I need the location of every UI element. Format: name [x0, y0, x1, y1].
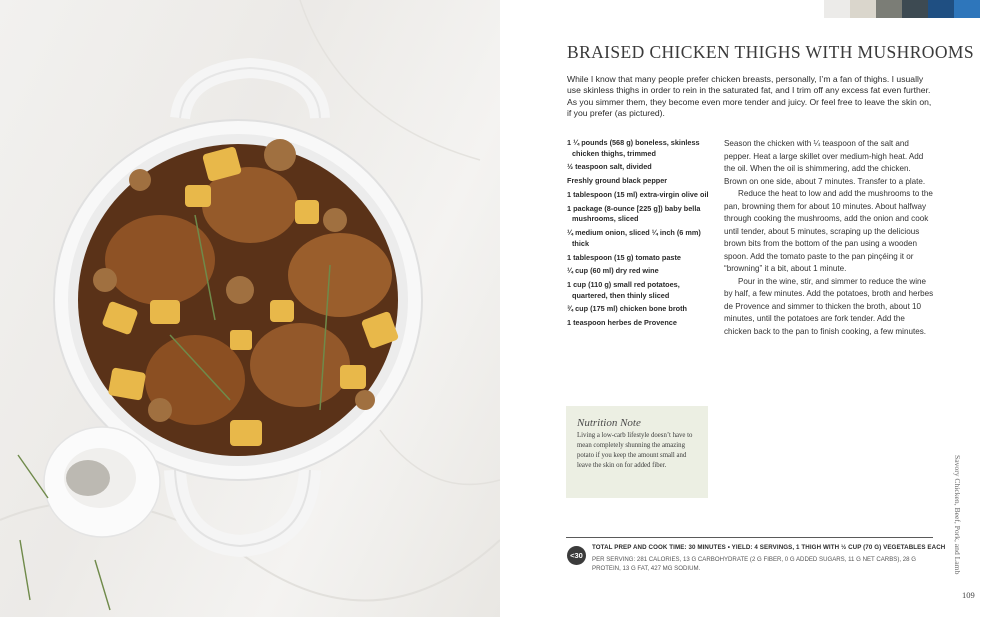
- swatch: [954, 0, 980, 18]
- ingredient-item: ½ teaspoon salt, divided: [567, 162, 652, 172]
- ingredient-item: Freshly ground black pepper: [567, 176, 668, 186]
- method-steps: [724, 138, 934, 338]
- nutrition-note-body: Living a low-carb lifestyle doesn’t have to mean completely shunning the amazing potato if you keep the amount small and leave the skin on for added fiber.: [577, 432, 693, 469]
- ingredient-item: 1 tablespoon (15 ml) extra-virgin olive oil: [567, 189, 709, 199]
- recipe-intro: While I know that many people prefer chicken breasts, personally, I’m a fan of thighs. I usually use skinless thighs in order to rein in the saturated fat, and I trim off any excess fat even further. As you simmer them, they become even more tender and juicy. Or feel free to leave the skin on, if you prefer (as pictured).: [567, 74, 932, 119]
- ingredient-item: 1 tablespoon (15 g) tomato paste: [567, 252, 681, 262]
- nutrition-note-title: Nutrition Note: [577, 417, 641, 429]
- page-number: 109: [962, 590, 975, 600]
- prep-time-yield: TOTAL PREP AND COOK TIME: 30 MINUTES • YIELD: 4 SERVINGS, 1 THIGH WITH ½ CUP (70 G) VEGETABLES EACH: [592, 544, 946, 551]
- chapter-running-head: Savory Chicken, Beef, Pork, and Lamb: [953, 455, 962, 575]
- ingredient-item: ¼ medium onion, sliced ¼ inch (6 mm) thick: [567, 228, 701, 248]
- per-serving-nutrition: PER SERVING: 281 CALORIES, 13 G CARBOHYDRATE (2 G FIBER, 0 G ADDED SUGARS, 11 G NET CARBS), 28 G PROTEIN, 13 G FAT, 427 MG SODIUM.: [592, 556, 916, 572]
- swatch: [850, 0, 876, 18]
- time-badge-icon: <30: [567, 546, 586, 565]
- ingredient-item: 1 teaspoon herbes de Provence: [567, 318, 677, 328]
- ingredient-item: ¾ cup (175 ml) chicken bone broth: [567, 304, 688, 314]
- footer-divider: [566, 537, 933, 538]
- ingredient-item: 1 ¼ pounds (568 g) boneless, skinless chicken thighs, trimmed: [567, 138, 700, 158]
- method-paragraph: Season the chicken with ¼ teaspoon of the salt and pepper. Heat a large skillet over medium-high heat. Add the oil. When the oil is shimmering, add the chicken. Brown on one side, about 7 minutes. Transfer to a plate.: [724, 139, 926, 186]
- ingredient-item: ¼ cup (60 ml) dry red wine: [567, 266, 659, 276]
- ingredient-list: [567, 138, 712, 332]
- recipe-title: BRAISED CHICKEN THIGHS WITH MUSHROOMS: [567, 42, 974, 62]
- ingredient-item: 1 cup (110 g) small red potatoes, quartered, then thinly sliced: [567, 279, 680, 300]
- method-paragraph: Reduce the heat to low and add the mushrooms to the pan, browning them for about 10 minutes. About halfway through cooking the mushrooms, add the onion and cook until tender, about 5 minutes, scraping up the delicious brown bits from the bottom of the pan using a wooden spoon. Add the tomato paste to the pan pinçéing it or “browning” it a bit, about 1 minute.: [724, 189, 933, 273]
- recipe-page: [500, 0, 1000, 617]
- swatch: [902, 0, 928, 18]
- swatch: [928, 0, 954, 18]
- color-swatches: [824, 0, 980, 18]
- ingredient-item: 1 package (8-ounce [225 g]) baby bella mushrooms, sliced: [567, 203, 701, 224]
- swatch: [824, 0, 850, 18]
- method-paragraph: Pour in the wine, stir, and simmer to reduce the wine by half, a few minutes. Add the potatoes, broth and herbes de Provence and simmer to thicken the broth, about 10 minutes, until the potatoes are fork tender. Add the chicken back to the pan to finish cooking, a few minutes.: [724, 276, 934, 336]
- swatch: [876, 0, 902, 18]
- nutrition-note-box: [566, 406, 708, 498]
